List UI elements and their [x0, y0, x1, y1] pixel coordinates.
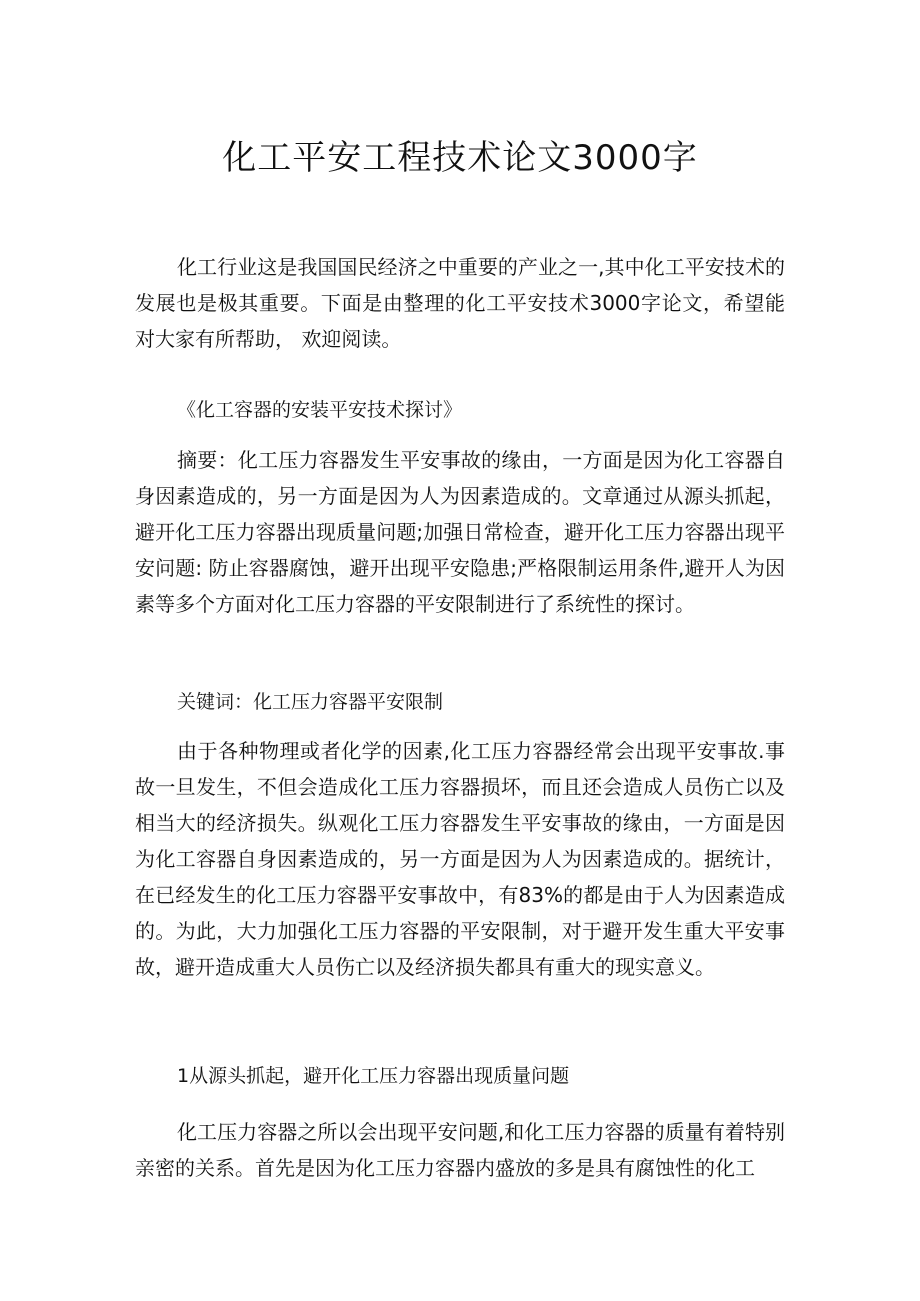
- abstract-paragraph: [135, 442, 785, 622]
- section-heading-text-1: 1从源头抓起，避开化工压力容器出现质量问题: [177, 1065, 570, 1087]
- intro-paragraph: [135, 249, 785, 357]
- keywords-text: 关键词：化工压力容器平安限制: [177, 691, 444, 713]
- body-paragraph-2: [135, 1114, 785, 1186]
- intro-text: 化工行业这是我国国民经济之中重要的产业之一,其中化工平安技术的发展也是极其重要。下面是由整理的化工平安技术3000字论文，希望能对大家有所帮助， 欢迎阅读。: [135, 255, 785, 351]
- article-title-line: [135, 393, 785, 427]
- keywords-line: [135, 685, 785, 719]
- document-title: 化工平安工程技术论文3000字: [222, 138, 698, 178]
- section-heading-1: [135, 1059, 785, 1093]
- abstract-text: 摘要：化工压力容器发生平安事故的缘由，一方面是因为化工容器自身因素造成的，另一方面是因为人为因素造成的。文章通过从源头抓起，避开化工压力容器出现质量问题;加强日常检查，避开化工压力容器出现平安问题: 防止容器腐蚀，避开出现平安隐患;严格限制运用条件,避开人为因素等多个方面对化工压力容器的平安限制进行了系统性的探讨。: [135, 448, 785, 616]
- body-paragraph-1: [135, 733, 785, 985]
- article-title: 《化工容器的安装平安技术探讨》: [177, 399, 463, 421]
- body-text-2: 化工压力容器之所以会出现平安问题,和化工压力容器的质量有着特别亲密的关系。首先是因为化工压力容器内盛放的多是具有腐蚀性的化工: [135, 1120, 785, 1180]
- body-text-1: 由于各种物理或者化学的因素,化工压力容器经常会出现平安事故.事故一旦发生，不但会造成化工压力容器损坏，而且还会造成人员伤亡以及相当大的经济损失。纵观化工压力容器发生平安事故的缘由，一方面是因为化工容器自身因素造成的，另一方面是因为人为因素造成的。据统计，在已经发生的化工压力容器平安事故中，有83%的都是由于人为因素造成的。为此，大力加强化工压力容器的平安限制，对于避开发生重大平安事故，避开造成重大人员伤亡以及经济损失都具有重大的现实意义。: [135, 739, 785, 979]
